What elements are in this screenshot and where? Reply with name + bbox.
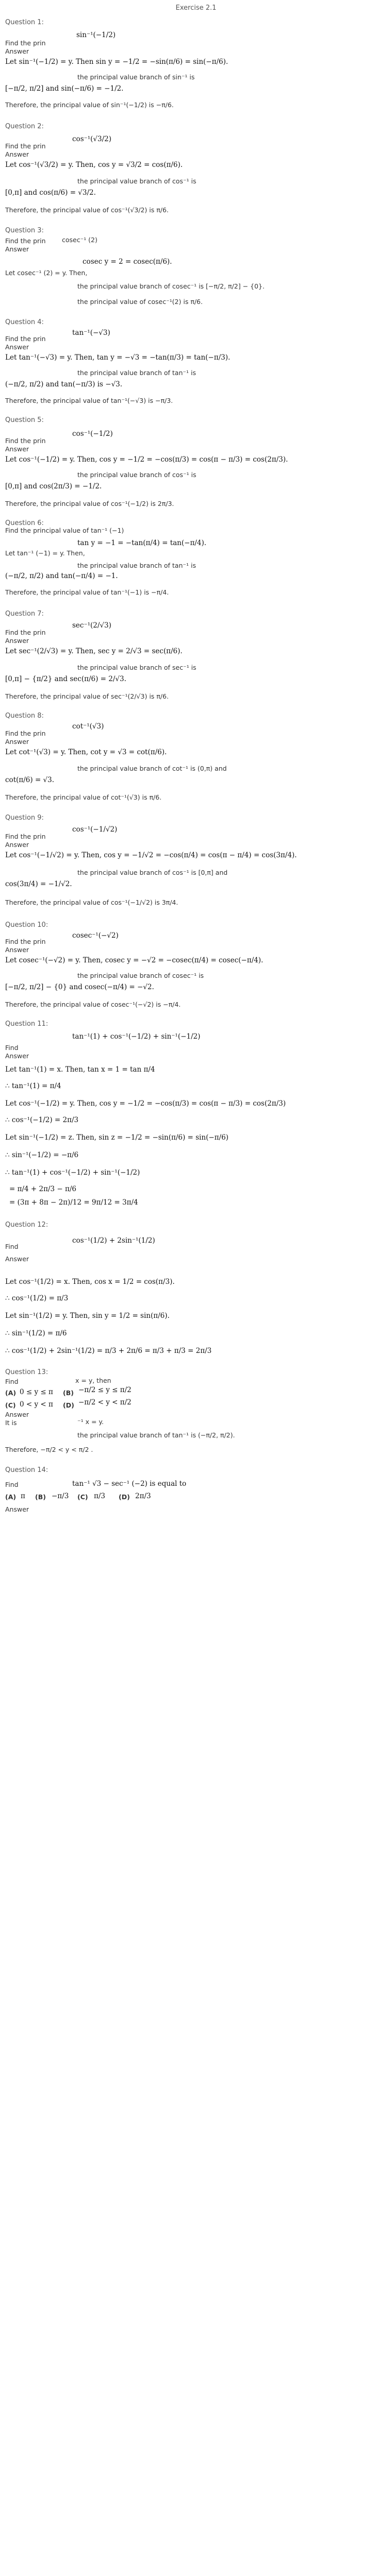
- q12-step-4: ∴ sin⁻¹(1/2) = π/6: [5, 1329, 67, 1337]
- q4-expression: tan⁻¹(−√3): [72, 329, 110, 337]
- q2-answer-label: Answer: [5, 150, 29, 158]
- q3-let: Let cosec⁻¹ (2) = y. Then,: [5, 269, 88, 277]
- q6-prompt: Find the principal value of tan⁻¹ (−1): [5, 527, 124, 534]
- question-10-heading: Question 10:: [5, 921, 48, 929]
- q2-range: [0,π] and cos(π/6) = √3/2.: [5, 189, 96, 197]
- q1-expression: sin⁻¹(−1/2): [76, 31, 116, 39]
- q11-step-9: = (3π + 8π − 2π)/12 = 9π/12 = 3π/4: [9, 1198, 138, 1207]
- q11-expression: tan⁻¹(1) + cos⁻¹(−1/2) + sin⁻¹(−1/2): [72, 1032, 201, 1041]
- q12-answer-label: Answer: [5, 1255, 29, 1263]
- q6-range: (−π/2, π/2) and tan(−π/4) = −1.: [5, 572, 118, 580]
- q5-answer-label: Answer: [5, 445, 29, 453]
- q13-given: ⁻¹ x = y.: [77, 1418, 104, 1426]
- q13-answer-label: Answer: [5, 1411, 29, 1418]
- q11-step-6: ∴ sin⁻¹(−1/2) = −π/6: [5, 1151, 79, 1159]
- question-6-heading: Question 6:: [5, 519, 44, 527]
- q13-option-a-label: (A): [5, 1389, 17, 1397]
- q14-option-a: π: [21, 1492, 25, 1500]
- q2-step: Let cos⁻¹(√3/2) = y. Then, cos y = √3/2 = cos(π/6).: [5, 161, 183, 169]
- q7-step: Let sec⁻¹(2/√3) = y. Then, sec y = 2/√3 = sec(π/6).: [5, 647, 183, 655]
- question-14-heading: Question 14:: [5, 1466, 48, 1474]
- q13-option-c-label: (C): [5, 1401, 16, 1409]
- q14-option-b-label: (B): [35, 1493, 46, 1501]
- q9-range: cos(3π/4) = −1/√2.: [5, 880, 72, 888]
- q13-prompt: Find: [5, 1378, 19, 1385]
- q13-option-b-label: (B): [63, 1389, 74, 1397]
- q13-condition: x = y, then: [75, 1377, 111, 1384]
- q10-expression: cosec⁻¹(−√2): [72, 931, 119, 940]
- question-1-heading: Question 1:: [5, 19, 44, 26]
- q7-result: Therefore, the principal value of sec⁻¹(2/√3) is π/6.: [5, 692, 169, 700]
- q1-step: Let sin⁻¹(−1/2) = y. Then sin y = −1/2 = −sin(π/6) = sin(−π/6).: [5, 58, 228, 66]
- q11-step-4: ∴ cos⁻¹(−1/2) = 2π/3: [5, 1116, 79, 1124]
- q9-result: Therefore, the principal value of cos⁻¹(−1/√2) is 3π/4.: [5, 899, 178, 906]
- q9-expression: cos⁻¹(−1/√2): [72, 825, 118, 834]
- q5-branch: the principal value branch of cos⁻¹ is: [77, 471, 197, 479]
- q10-answer-label: Answer: [5, 946, 29, 954]
- q5-result: Therefore, the principal value of cos⁻¹(−1/2) is 2π/3.: [5, 500, 174, 507]
- q12-expression: cos⁻¹(1/2) + 2sin⁻¹(1/2): [72, 1236, 155, 1245]
- q3-result: the principal value of cosec⁻¹(2) is π/6.: [77, 298, 203, 306]
- question-11-heading: Question 11:: [5, 1020, 48, 1028]
- q8-answer-label: Answer: [5, 738, 29, 745]
- q10-step: Let cosec⁻¹(−√2) = y. Then, cosec y = −√2 = −cosec(π/4) = cosec(−π/4).: [5, 956, 264, 964]
- q11-step-1: Let tan⁻¹(1) = x. Then, tan x = 1 = tan π/4: [5, 1065, 155, 1074]
- q3-answer-label: Answer: [5, 245, 29, 253]
- question-7-heading: Question 7:: [5, 610, 44, 618]
- q13-option-d-label: (D): [63, 1401, 74, 1409]
- question-9-heading: Question 9:: [5, 814, 44, 822]
- q1-answer-label: Answer: [5, 47, 29, 55]
- q10-branch: the principal value branch of cosec⁻¹ is: [77, 972, 204, 979]
- q14-option-c-label: (C): [77, 1493, 88, 1501]
- q4-branch: the principal value branch of tan⁻¹ is: [77, 369, 196, 377]
- q1-prompt: Find the prin: [5, 39, 46, 47]
- q9-step: Let cos⁻¹(−1/√2) = y. Then, cos y = −1/√2 = −cos(π/4) = cos(π − π/4) = cos(3π/4).: [5, 851, 297, 859]
- question-13-heading: Question 13:: [5, 1368, 48, 1376]
- q14-prompt: Find: [5, 1481, 19, 1488]
- q12-step-1: Let cos⁻¹(1/2) = x. Then, cos x = 1/2 = cos(π/3).: [5, 1278, 175, 1286]
- q2-result: Therefore, the principal value of cos⁻¹(√3/2) is π/6.: [5, 206, 169, 214]
- q8-branch: the principal value branch of cot⁻¹ is (0,π) and: [77, 765, 227, 772]
- q5-prompt: Find the prin: [5, 437, 46, 445]
- q14-option-d: 2π/3: [135, 1492, 151, 1500]
- q6-result: Therefore, the principal value of tan⁻¹(−1) is −π/4.: [5, 588, 169, 596]
- q3-branch: the principal value branch of cosec⁻¹ is [−π/2, π/2] − {0}.: [77, 282, 265, 290]
- q5-step: Let cos⁻¹(−1/2) = y. Then, cos y = −1/2 = −cos(π/3) = cos(π − π/3) = cos(2π/3).: [5, 455, 288, 464]
- q2-branch: the principal value branch of cos⁻¹ is: [77, 177, 197, 185]
- q7-prompt: Find the prin: [5, 629, 46, 636]
- q4-result: Therefore, the principal value of tan⁻¹(−√3) is −π/3.: [5, 397, 173, 404]
- q13-option-a: 0 ≤ y ≤ π: [20, 1388, 53, 1396]
- q14-option-a-label: (A): [5, 1493, 17, 1501]
- q11-step-7: ∴ tan⁻¹(1) + cos⁻¹(−1/2) + sin⁻¹(−1/2): [5, 1168, 140, 1177]
- q14-option-d-label: (D): [119, 1493, 130, 1501]
- q8-prompt: Find the prin: [5, 730, 46, 737]
- q9-branch: the principal value branch of cos⁻¹ is [0,π] and: [77, 869, 228, 876]
- q13-branch: the principal value branch of tan⁻¹ is (−π/2, π/2).: [77, 1431, 235, 1439]
- question-5-heading: Question 5:: [5, 416, 44, 424]
- q12-step-3: Let sin⁻¹(1/2) = y. Then, sin y = 1/2 = sin(π/6).: [5, 1312, 170, 1320]
- q8-expression: cot⁻¹(√3): [72, 722, 104, 731]
- q12-step-2: ∴ cos⁻¹(1/2) = π/3: [5, 1294, 69, 1302]
- q12-step-5: ∴ cos⁻¹(1/2) + 2sin⁻¹(1/2) = π/3 + 2π/6 = π/3 + π/3 = 2π/3: [5, 1347, 212, 1355]
- q6-branch: the principal value branch of tan⁻¹ is: [77, 562, 196, 569]
- q14-expression: tan⁻¹ √3 − sec⁻¹ (−2) is equal to: [72, 1480, 187, 1488]
- question-2-heading: Question 2:: [5, 123, 44, 130]
- q10-result: Therefore, the principal value of cosec⁻¹(−√2) is −π/4.: [5, 1001, 181, 1008]
- q2-prompt: Find the prin: [5, 142, 46, 150]
- q13-option-c: 0 < y < π: [20, 1400, 53, 1409]
- q1-range: [−π/2, π/2] and sin(−π/6) = −1/2.: [5, 84, 124, 93]
- q11-step-5: Let sin⁻¹(−1/2) = z. Then, sin z = −1/2 = −sin(π/6) = sin(−π/6): [5, 1133, 228, 1142]
- q8-step: Let cot⁻¹(√3) = y. Then, cot y = √3 = cot(π/6).: [5, 748, 167, 756]
- page-title: Exercise 2.1: [175, 4, 217, 12]
- q11-step-3: Let cos⁻¹(−1/2) = y. Then, cos y = −1/2 = −cos(π/3) = cos(π − π/3) = cos(2π/3): [5, 1099, 286, 1108]
- q3-expression: cosec⁻¹ (2): [62, 236, 97, 244]
- q4-prompt: Find the prin: [5, 335, 46, 343]
- q8-range: cot(π/6) = √3.: [5, 776, 55, 784]
- q7-range: [0,π] − {π/2} and sec(π/6) = 2/√3.: [5, 675, 126, 683]
- q12-prompt: Find: [5, 1243, 19, 1250]
- question-12-heading: Question 12:: [5, 1221, 48, 1229]
- question-3-heading: Question 3:: [5, 227, 44, 234]
- q9-answer-label: Answer: [5, 841, 29, 849]
- q13-option-d: −π/2 < y < π/2: [78, 1398, 132, 1406]
- q14-option-b: −π/3: [52, 1492, 69, 1500]
- question-8-heading: Question 8:: [5, 712, 44, 720]
- q4-range: (−π/2, π/2) and tan(−π/3) is −√3.: [5, 380, 123, 388]
- q13-option-b: −π/2 ≤ y ≤ π/2: [78, 1386, 132, 1394]
- q8-result: Therefore, the principal value of cot⁻¹(√3) is π/6.: [5, 793, 162, 801]
- q7-branch: the principal value branch of sec⁻¹ is: [77, 664, 197, 671]
- q10-prompt: Find the prin: [5, 938, 46, 945]
- q13-result: Therefore, −π/2 < y < π/2 .: [5, 1446, 93, 1453]
- q6-step: tan y = −1 = −tan(π/4) = tan(−π/4).: [77, 539, 207, 547]
- q3-prompt: Find the prin: [5, 237, 46, 245]
- q14-answer-label: Answer: [5, 1505, 29, 1513]
- q1-result: Therefore, the principal value of sin⁻¹(−1/2) is −π/6.: [5, 101, 174, 109]
- question-4-heading: Question 4:: [5, 318, 44, 326]
- q3-step: cosec y = 2 = cosec(π/6).: [83, 258, 172, 266]
- q11-prompt: Find: [5, 1044, 19, 1052]
- q9-prompt: Find the prin: [5, 833, 46, 840]
- q2-expression: cos⁻¹(√3/2): [72, 135, 112, 143]
- q11-step-8: = π/4 + 2π/3 − π/6: [9, 1185, 77, 1193]
- q4-answer-label: Answer: [5, 343, 29, 351]
- q5-expression: cos⁻¹(−1/2): [72, 430, 113, 438]
- q10-range: [−π/2, π/2] − {0} and cosec(−π/4) = −√2.: [5, 983, 154, 991]
- q14-option-c: π/3: [94, 1492, 106, 1500]
- q5-range: [0,π] and cos(2π/3) = −1/2.: [5, 482, 102, 490]
- q11-answer-label: Answer: [5, 1052, 29, 1060]
- q7-expression: sec⁻¹(2/√3): [72, 621, 111, 630]
- q7-answer-label: Answer: [5, 637, 29, 645]
- q6-let: Let tan⁻¹ (−1) = y. Then,: [5, 549, 85, 557]
- q11-step-2: ∴ tan⁻¹(1) = π/4: [5, 1082, 61, 1090]
- q13-it-is: It is: [5, 1419, 17, 1427]
- q1-branch: the principal value branch of sin⁻¹ is: [77, 73, 195, 81]
- q4-step: Let tan⁻¹(−√3) = y. Then, tan y = −√3 = −tan(π/3) = tan(−π/3).: [5, 353, 231, 362]
